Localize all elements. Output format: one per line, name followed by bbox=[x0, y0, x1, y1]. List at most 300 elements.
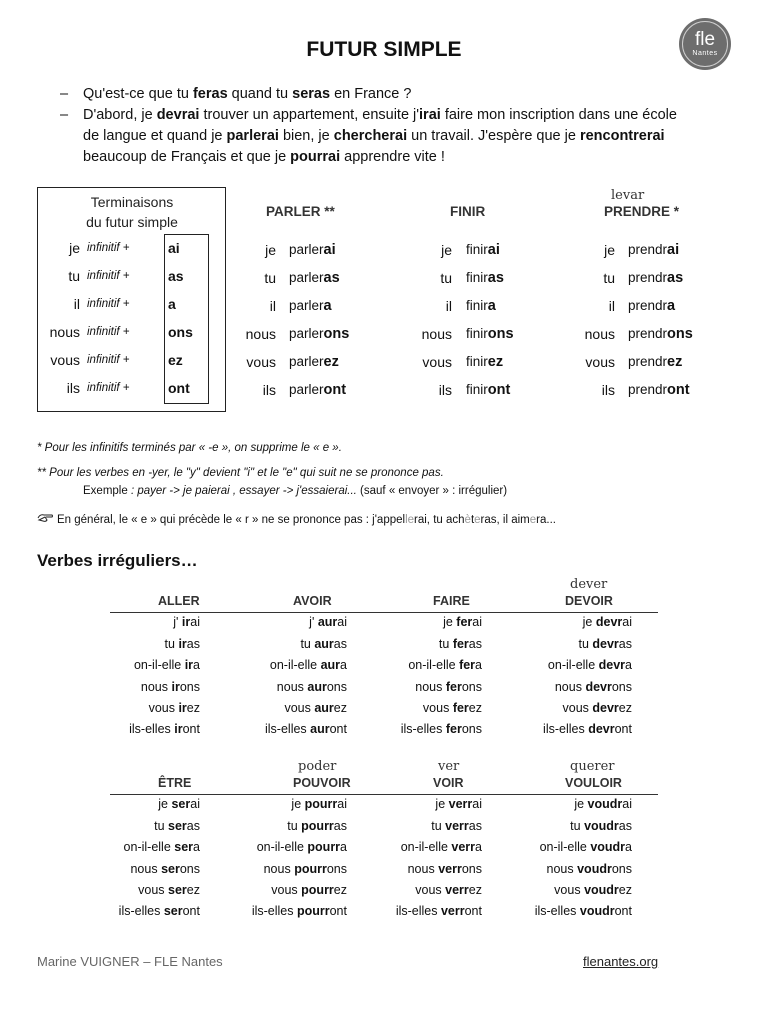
conjugation-part: ez bbox=[333, 883, 347, 897]
conjugation-part: pourr bbox=[301, 883, 334, 897]
conjugated-verb bbox=[628, 298, 675, 314]
conjugation-part: as bbox=[468, 819, 482, 833]
ending: ont bbox=[168, 380, 190, 396]
ending: ai bbox=[168, 240, 180, 256]
verb-stem: finir bbox=[466, 354, 488, 369]
conjugation-part: ez bbox=[186, 701, 200, 715]
irregular-conjugation bbox=[60, 840, 200, 854]
dialogue-text: parlerai bbox=[226, 128, 279, 144]
verb-ending: ai bbox=[667, 242, 680, 258]
page-title: FUTUR SIMPLE bbox=[306, 38, 462, 61]
conjugation-part: j' bbox=[173, 615, 182, 629]
conjugation-part: ont bbox=[329, 722, 347, 736]
endings-box bbox=[164, 234, 209, 404]
dialogue-text: beaucoup de Français et que je bbox=[83, 149, 291, 165]
verb-stem: prendr bbox=[628, 382, 668, 397]
example-label: Exemple bbox=[83, 485, 128, 497]
conjugation-part: ont bbox=[614, 904, 632, 918]
conjugation-part: as bbox=[186, 819, 200, 833]
verb-stem: prendr bbox=[628, 242, 668, 257]
conjugation-part: ons bbox=[326, 862, 347, 876]
irregular-conjugation bbox=[492, 797, 632, 811]
verb-ending: ons bbox=[487, 326, 514, 342]
conjugated-verb bbox=[289, 270, 340, 286]
irregular-verb-header: ALLER bbox=[158, 594, 200, 608]
conjugation-part: a bbox=[625, 840, 632, 854]
irregular-conjugation bbox=[207, 722, 347, 736]
verb-ending: ai bbox=[323, 242, 336, 258]
irregular-conjugation bbox=[492, 658, 632, 672]
verb-ending: ons bbox=[667, 326, 693, 342]
conjugation-part: ser bbox=[163, 904, 183, 918]
conjugation-part: tu bbox=[164, 637, 179, 651]
conjugation-part: tu bbox=[154, 819, 169, 833]
pronoun: ils bbox=[601, 382, 615, 398]
verb-ending: ont bbox=[667, 382, 690, 398]
irregular-conjugation bbox=[60, 883, 200, 897]
dialogue-text: bien, je bbox=[278, 128, 334, 144]
verb-stem: finir bbox=[466, 382, 488, 397]
conjugation-part: vous bbox=[148, 701, 179, 715]
conjugation-part: on-il-elle bbox=[547, 658, 599, 672]
pronoun: nous bbox=[584, 326, 615, 342]
irregular-conjugation bbox=[492, 883, 632, 897]
ending: ez bbox=[168, 352, 183, 368]
conjugation-part: as bbox=[618, 819, 632, 833]
hand-pointing-icon bbox=[37, 512, 57, 526]
conjugation-part: ils-elles bbox=[251, 904, 297, 918]
pronoun: tu bbox=[603, 270, 615, 286]
note-text: ras, il aim bbox=[480, 514, 530, 526]
irregular-conjugation bbox=[342, 819, 482, 833]
conjugation-part: ai bbox=[472, 615, 482, 629]
conjugation-part: a bbox=[193, 840, 200, 854]
conjugation-part: vous bbox=[562, 701, 593, 715]
dialogue-text: rencontrerai bbox=[579, 128, 665, 144]
conjugation-part: ir bbox=[178, 701, 187, 715]
verb-ending: ez bbox=[487, 354, 504, 370]
conjugation-part: vous bbox=[422, 701, 453, 715]
conjugation-part: ser bbox=[168, 883, 187, 897]
pronoun: ils bbox=[262, 382, 276, 398]
table-divider bbox=[110, 612, 658, 613]
conjugation-part: ir bbox=[178, 637, 187, 651]
conjugation-part: verr bbox=[451, 840, 476, 854]
conjugation-part: ez bbox=[468, 883, 482, 897]
conjugation-part: as bbox=[618, 637, 632, 651]
note-e-pronunciation bbox=[37, 512, 556, 526]
conjugated-verb bbox=[628, 382, 690, 398]
conjugation-part: verr bbox=[445, 819, 469, 833]
conjugation-part: ont bbox=[614, 722, 632, 736]
verb-column-header: FINIR bbox=[450, 204, 486, 219]
conjugation-part: fer bbox=[445, 680, 462, 694]
conjugation-part: aur bbox=[314, 637, 334, 651]
verb-ending: ez bbox=[667, 354, 683, 370]
conjugation-part: voudr bbox=[584, 883, 619, 897]
conjugation-part: ser bbox=[168, 819, 187, 833]
irregular-conjugation bbox=[342, 904, 482, 918]
conjugation-part: ai bbox=[190, 615, 200, 629]
conjugation-part: ons bbox=[461, 722, 482, 736]
conjugation-part: nous bbox=[140, 680, 172, 694]
conjugation-part: vous bbox=[284, 701, 315, 715]
irregular-conjugation bbox=[207, 680, 347, 694]
note-example bbox=[83, 485, 507, 497]
table-divider bbox=[110, 794, 658, 795]
irregular-conjugation bbox=[342, 615, 482, 629]
irregular-verb-header: VOIR bbox=[433, 776, 464, 790]
pronoun: nous bbox=[49, 324, 80, 340]
infinitive-label: infinitif + bbox=[87, 270, 130, 282]
conjugation-part: fer bbox=[452, 637, 469, 651]
conjugation-part: on-il-elle bbox=[133, 658, 185, 672]
pronoun: je bbox=[441, 242, 452, 258]
conjugation-part: verr bbox=[445, 883, 469, 897]
conjugation-part: ont bbox=[464, 904, 482, 918]
note-text: ra... bbox=[536, 514, 556, 526]
conjugation-part: ils-elles bbox=[543, 722, 589, 736]
dialogue-text: Qu'est-ce que tu bbox=[83, 86, 193, 102]
dialogue-text: feras bbox=[192, 86, 228, 102]
irregular-conjugation bbox=[207, 615, 347, 629]
conjugation-part: aur bbox=[307, 680, 327, 694]
verb-ending: ez bbox=[323, 354, 339, 370]
handwritten-translation: ver bbox=[438, 759, 460, 774]
conjugation-part: ons bbox=[461, 680, 482, 694]
irregular-verb-header: AVOIR bbox=[293, 594, 332, 608]
dialogue-text: pourrai bbox=[290, 149, 341, 165]
conjugation-part: ils-elles bbox=[265, 722, 311, 736]
pronoun: vous bbox=[422, 354, 452, 370]
conjugation-part: vous bbox=[554, 883, 585, 897]
verb-stem: finir bbox=[466, 298, 488, 313]
dialogue-text: chercherai bbox=[333, 128, 408, 144]
irregular-verb-header: DEVOIR bbox=[565, 594, 613, 608]
conjugated-verb bbox=[289, 382, 346, 398]
conjugated-verb bbox=[466, 270, 504, 286]
irregular-conjugation bbox=[492, 680, 632, 694]
conjugation-part: devr bbox=[592, 637, 619, 651]
conjugation-part: tu bbox=[300, 637, 315, 651]
pronoun: ils bbox=[438, 382, 452, 398]
ending: a bbox=[168, 296, 176, 312]
dialogue-text: D'abord, je bbox=[83, 107, 157, 123]
irregular-conjugation bbox=[342, 722, 482, 736]
note-text: rai, tu ach bbox=[414, 514, 465, 526]
conjugation-part: tu bbox=[431, 819, 446, 833]
conjugation-part: voudr bbox=[577, 862, 612, 876]
example-text: : payer -> je paierai , essayer -> j'essaierai... bbox=[127, 485, 357, 497]
irregular-conjugation bbox=[342, 637, 482, 651]
conjugated-verb bbox=[628, 326, 693, 342]
note-text: è bbox=[464, 514, 471, 526]
endings-header-line1: Terminaisons bbox=[90, 194, 174, 210]
dialogue-text: en France ? bbox=[330, 86, 412, 102]
dialogue-text: trouver un appartement, ensuite j' bbox=[199, 107, 420, 123]
conjugation-part: ils-elles bbox=[400, 722, 446, 736]
conjugation-part: ons bbox=[179, 680, 200, 694]
note-infinitive-e: * Pour les infinitifs terminés par « -e », on supprime le « e ». bbox=[37, 442, 342, 454]
dialogue-line bbox=[60, 84, 411, 105]
conjugation-part: verr bbox=[440, 904, 465, 918]
note-text: e bbox=[474, 514, 481, 526]
irregular-conjugation bbox=[492, 722, 632, 736]
irregular-conjugation bbox=[342, 840, 482, 854]
conjugated-verb bbox=[628, 270, 683, 286]
conjugation-part: pourr bbox=[294, 862, 327, 876]
conjugation-part: aur bbox=[310, 722, 330, 736]
irregular-conjugation bbox=[60, 658, 200, 672]
irregular-conjugation bbox=[207, 840, 347, 854]
verb-ending: as bbox=[323, 270, 340, 286]
conjugation-part: devr bbox=[588, 722, 615, 736]
conjugation-part: as bbox=[333, 819, 347, 833]
dialogue-text: irai bbox=[419, 107, 441, 123]
dialogue-text: devrai bbox=[156, 107, 200, 123]
conjugation-part: fer bbox=[445, 722, 462, 736]
conjugated-verb bbox=[466, 326, 514, 342]
pronoun: tu bbox=[264, 270, 276, 286]
conjugation-part: voudr bbox=[584, 819, 619, 833]
verb-ending: ont bbox=[323, 382, 347, 398]
irregular-conjugation bbox=[60, 904, 200, 918]
pronoun: je bbox=[604, 242, 615, 258]
conjugation-part: vous bbox=[138, 883, 169, 897]
conjugation-part: nous bbox=[130, 862, 162, 876]
conjugation-part: ai bbox=[622, 615, 632, 629]
conjugation-part: ez bbox=[618, 701, 632, 715]
handwritten-translation: levar bbox=[611, 188, 645, 203]
note-yer-verbs: ** Pour les verbes en -yer, le "y" devient "i" et le "e" qui suit ne se prononce pas. bbox=[37, 467, 444, 479]
dialogue-line-continued bbox=[83, 126, 665, 147]
logo-subtext: Nantes bbox=[692, 50, 718, 57]
pronoun: il bbox=[608, 298, 615, 314]
verb-stem: prendr bbox=[628, 298, 668, 313]
irregular-conjugation bbox=[207, 658, 347, 672]
conjugated-verb bbox=[466, 382, 510, 398]
conjugation-part: ont bbox=[329, 904, 347, 918]
conjugation-part: nous bbox=[263, 862, 295, 876]
infinitive-label: infinitif + bbox=[87, 382, 130, 394]
irregular-conjugation bbox=[60, 680, 200, 694]
dialogue-line bbox=[60, 105, 677, 126]
conjugated-verb bbox=[466, 242, 500, 258]
irregular-conjugation bbox=[342, 701, 482, 715]
verb-ending: a bbox=[487, 298, 496, 314]
verb-stem: prendr bbox=[628, 270, 668, 285]
conjugation-part: je bbox=[443, 615, 457, 629]
infinitive-label: infinitif + bbox=[87, 298, 130, 310]
conjugation-part: aur bbox=[314, 701, 334, 715]
conjugation-part: ai bbox=[337, 797, 347, 811]
verb-column-header: PARLER ** bbox=[266, 204, 335, 219]
verb-stem: parler bbox=[289, 382, 324, 397]
conjugation-part: on-il-elle bbox=[539, 840, 591, 854]
verb-ending: ai bbox=[487, 242, 500, 258]
handwritten-translation: querer bbox=[570, 759, 615, 774]
footer-website-link[interactable]: flenantes.org bbox=[583, 954, 659, 969]
dialogue-text: quand tu bbox=[227, 86, 293, 102]
dialogue-line-continued bbox=[83, 147, 445, 168]
irregular-conjugation bbox=[492, 819, 632, 833]
dialogue-text: apprendre vite ! bbox=[340, 149, 445, 165]
note-text: En général, le « e » qui précède le « r » ne se prononce pas : j'appel bbox=[57, 514, 406, 526]
conjugation-part: je bbox=[582, 615, 596, 629]
fle-nantes-logo bbox=[679, 18, 731, 70]
irregular-conjugation bbox=[492, 701, 632, 715]
conjugation-part: nous bbox=[554, 680, 586, 694]
conjugation-part: ir bbox=[181, 615, 191, 629]
conjugated-verb bbox=[289, 354, 339, 370]
endings-table-header bbox=[37, 192, 227, 232]
conjugation-part: ils-elles bbox=[534, 904, 580, 918]
note-text: t bbox=[470, 514, 475, 526]
irregular-conjugation bbox=[207, 701, 347, 715]
verb-ending: ons bbox=[323, 326, 350, 342]
verb-ending: as bbox=[667, 270, 684, 286]
conjugation-part: ons bbox=[611, 680, 632, 694]
verb-ending: a bbox=[667, 298, 676, 314]
irregular-conjugation bbox=[60, 722, 200, 736]
note-text: e bbox=[529, 514, 537, 526]
irregular-verb-header: VOULOIR bbox=[565, 776, 622, 790]
irregular-conjugation bbox=[207, 637, 347, 651]
conjugation-part: je bbox=[574, 797, 588, 811]
conjugation-part: ai bbox=[337, 615, 347, 629]
conjugation-part: devr bbox=[592, 701, 619, 715]
conjugation-part: aur bbox=[320, 658, 341, 672]
conjugation-part: fer bbox=[459, 658, 476, 672]
pronoun: vous bbox=[585, 354, 615, 370]
conjugation-part: vous bbox=[415, 883, 446, 897]
dialogue-dash: – bbox=[60, 107, 69, 123]
verb-stem: prendr bbox=[628, 354, 668, 369]
conjugation-part: a bbox=[475, 840, 482, 854]
conjugated-verb bbox=[628, 242, 679, 258]
conjugation-part: je bbox=[435, 797, 449, 811]
conjugation-part: pourr bbox=[304, 797, 338, 811]
dialogue-text: un travail. J'espère que je bbox=[407, 128, 580, 144]
conjugated-verb bbox=[628, 354, 682, 370]
irregular-conjugation bbox=[207, 904, 347, 918]
verb-column-header: PRENDRE * bbox=[604, 204, 680, 219]
pronoun: il bbox=[73, 296, 80, 312]
irregular-conjugation bbox=[492, 615, 632, 629]
handwritten-translation: poder bbox=[298, 759, 337, 774]
irregular-conjugation bbox=[207, 819, 347, 833]
conjugation-part: ser bbox=[171, 797, 191, 811]
conjugation-part: tu bbox=[578, 637, 593, 651]
irregular-conjugation bbox=[342, 680, 482, 694]
dialogue-text: seras bbox=[292, 86, 331, 102]
conjugation-part: ont bbox=[182, 722, 200, 736]
conjugation-part: verr bbox=[448, 797, 473, 811]
pronoun: nous bbox=[421, 326, 452, 342]
conjugation-part: ser bbox=[174, 840, 194, 854]
pronoun: je bbox=[69, 240, 80, 256]
conjugation-part: pourr bbox=[296, 904, 330, 918]
conjugation-part: as bbox=[333, 637, 347, 651]
dialogue-text: de langue et quand je bbox=[83, 128, 227, 144]
note-text: le bbox=[405, 514, 415, 526]
irregular-conjugation bbox=[60, 701, 200, 715]
conjugation-part: a bbox=[475, 658, 482, 672]
verb-stem: finir bbox=[466, 270, 488, 285]
conjugation-part: devr bbox=[595, 615, 623, 629]
conjugation-part: on-il-elle bbox=[408, 658, 460, 672]
irregular-conjugation bbox=[492, 840, 632, 854]
conjugation-part: fer bbox=[452, 701, 469, 715]
conjugation-part: ser bbox=[161, 862, 180, 876]
conjugation-part: ez bbox=[618, 883, 632, 897]
conjugation-part: as bbox=[186, 637, 200, 651]
conjugation-part: a bbox=[340, 840, 347, 854]
verb-ending: as bbox=[487, 270, 504, 286]
example-exception: (sauf « envoyer » : irrégulier) bbox=[356, 485, 508, 497]
conjugated-verb bbox=[289, 326, 349, 342]
pronoun: vous bbox=[246, 354, 276, 370]
irregular-conjugation bbox=[492, 862, 632, 876]
logo-text: fle bbox=[694, 29, 716, 50]
irregular-conjugation bbox=[60, 615, 200, 629]
conjugation-part: tu bbox=[438, 637, 453, 651]
pronoun: vous bbox=[50, 352, 80, 368]
endings-header-line2: du futur simple bbox=[86, 214, 178, 230]
pronoun: tu bbox=[68, 268, 80, 284]
verb-stem: parler bbox=[289, 298, 324, 313]
conjugated-verb bbox=[289, 298, 332, 314]
pronoun: il bbox=[445, 298, 452, 314]
pronoun: ils bbox=[66, 380, 80, 396]
conjugation-part: ai bbox=[190, 797, 200, 811]
dialogue-text: faire mon inscription dans une école bbox=[440, 107, 677, 123]
conjugation-part: nous bbox=[407, 862, 439, 876]
conjugation-part: je bbox=[291, 797, 305, 811]
conjugation-part: ons bbox=[461, 862, 482, 876]
conjugation-part: on-il-elle bbox=[400, 840, 452, 854]
irregular-conjugation bbox=[60, 637, 200, 651]
irregular-conjugation bbox=[60, 862, 200, 876]
ending: as bbox=[168, 268, 184, 284]
conjugation-part: ils-elles bbox=[395, 904, 441, 918]
handwritten-translation: dever bbox=[570, 577, 608, 592]
conjugation-part: on-il-elle bbox=[256, 840, 308, 854]
conjugation-part: on-il-elle bbox=[269, 658, 321, 672]
verb-ending: ont bbox=[487, 382, 511, 398]
dialogue-dash: – bbox=[60, 86, 69, 102]
irregular-conjugation bbox=[342, 797, 482, 811]
irregular-conjugation bbox=[342, 883, 482, 897]
conjugated-verb bbox=[466, 298, 496, 314]
irregular-conjugation bbox=[342, 862, 482, 876]
conjugated-verb bbox=[289, 242, 336, 258]
verb-stem: parler bbox=[289, 354, 324, 369]
conjugation-part: tu bbox=[570, 819, 585, 833]
verb-stem: parler bbox=[289, 270, 324, 285]
irregular-conjugation bbox=[492, 637, 632, 651]
conjugation-part: a bbox=[340, 658, 347, 672]
infinitive-label: infinitif + bbox=[87, 326, 130, 338]
irregular-conjugation bbox=[342, 658, 482, 672]
conjugation-part: pourr bbox=[301, 819, 334, 833]
verb-stem: finir bbox=[466, 242, 488, 257]
conjugation-part: je bbox=[158, 797, 172, 811]
conjugation-part: ons bbox=[326, 680, 347, 694]
infinitive-label: infinitif + bbox=[87, 354, 130, 366]
conjugation-part: a bbox=[625, 658, 632, 672]
pronoun: tu bbox=[440, 270, 452, 286]
